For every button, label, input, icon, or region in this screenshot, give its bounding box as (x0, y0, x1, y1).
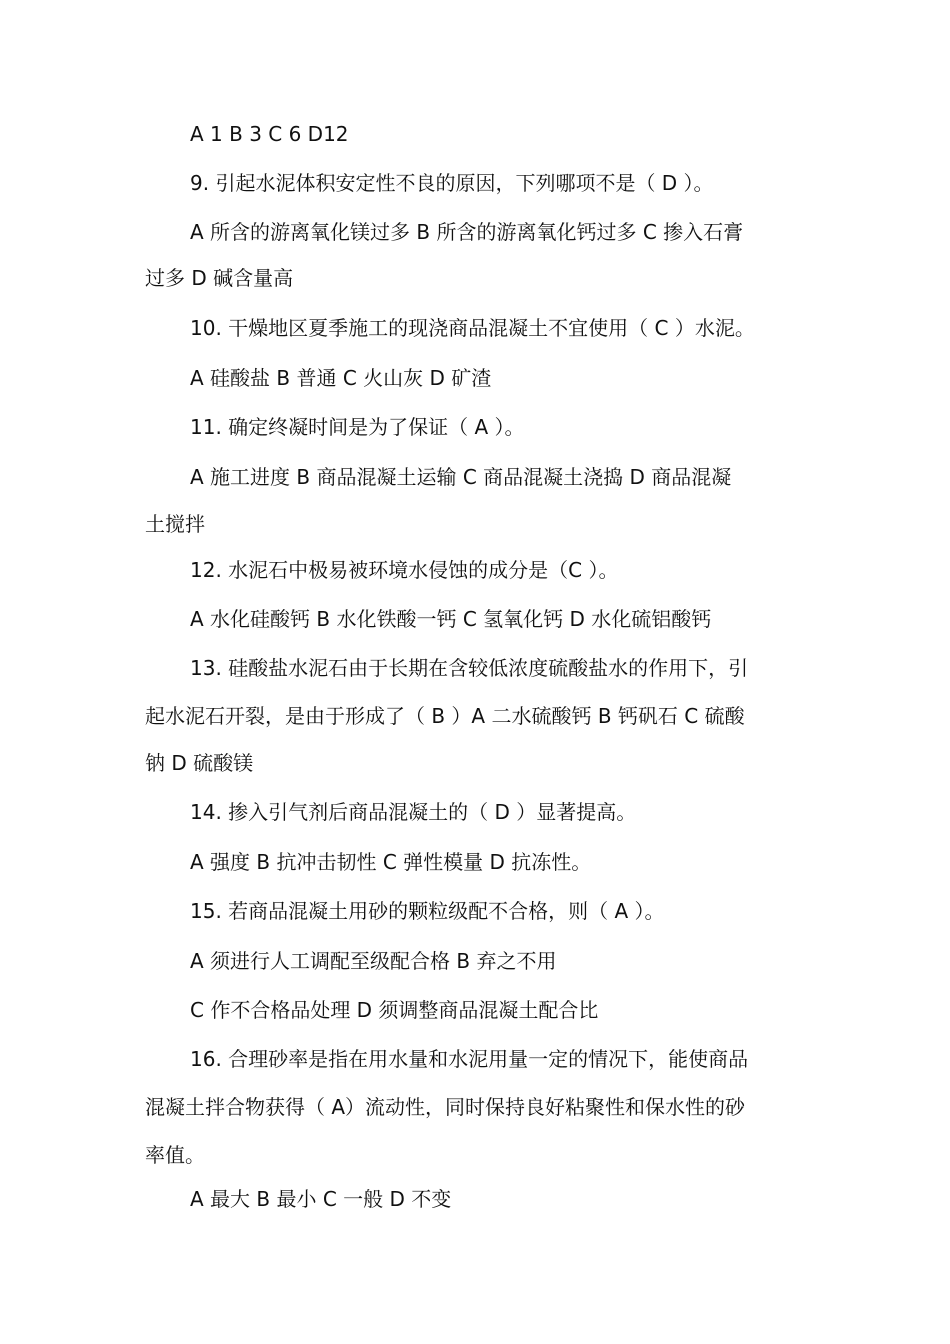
options-q15-line1: A 须进行人工调配至级配合格 B 弃之不用 (190, 949, 557, 973)
question-16-line1: 16. 合理砂率是指在用水量和水泥用量一定的情况下，能使商品 (190, 1047, 749, 1071)
options-q15-line2: C 作不合格品处理 D 须调整商品混凝土配合比 (190, 998, 599, 1022)
question-9: 9. 引起水泥体积安定性不良的原因，下列哪项不是（ D ）。 (190, 171, 714, 195)
question-15: 15. 若商品混凝土用砂的颗粒级配不合格，则（ A ）。 (190, 899, 665, 923)
question-13-line1: 13. 硅酸盐水泥石由于长期在含较低浓度硫酸盐水的作用下，引 (190, 656, 749, 680)
options-q9-line1: A 所含的游离氧化镁过多 B 所含的游离氧化钙过多 C 掺入石膏 (190, 220, 744, 244)
question-12: 12. 水泥石中极易被环境水侵蚀的成分是（C ）。 (190, 558, 619, 582)
options-q10: A 硅酸盐 B 普通 C 火山灰 D 矿渣 (190, 366, 492, 390)
options-q8: A 1 B 3 C 6 D12 (190, 122, 349, 146)
question-13-line2: 起水泥石开裂，是由于形成了（ B ）A 二水硫酸钙 B 钙矾石 C 硫酸 (145, 704, 745, 728)
question-11: 11. 确定终凝时间是为了保证（ A ）。 (190, 415, 525, 439)
question-10: 10. 干燥地区夏季施工的现浇商品混凝土不宜使用（ C ）水泥。 (190, 316, 755, 340)
question-16-line2: 混凝土拌合物获得（ A）流动性，同时保持良好粘聚性和保水性的砂 (145, 1095, 746, 1119)
options-q12: A 水化硅酸钙 B 水化铁酸一钙 C 氢氧化钙 D 水化硫铝酸钙 (190, 607, 712, 631)
options-q16: A 最大 B 最小 C 一般 D 不变 (190, 1187, 452, 1211)
options-q14: A 强度 B 抗冲击韧性 C 弹性模量 D 抗冻性。 (190, 850, 592, 874)
question-14: 14. 掺入引气剂后商品混凝土的（ D ）显著提高。 (190, 800, 637, 824)
options-q11-line1: A 施工进度 B 商品混凝土运输 C 商品混凝土浇捣 D 商品混凝 (190, 465, 732, 489)
options-q9-line2: 过多 D 碱含量高 (145, 266, 294, 290)
options-q11-line2: 土搅拌 (145, 512, 205, 536)
question-13-line3: 钠 D 硫酸镁 (145, 751, 254, 775)
question-16-line3: 率值。 (145, 1143, 205, 1167)
